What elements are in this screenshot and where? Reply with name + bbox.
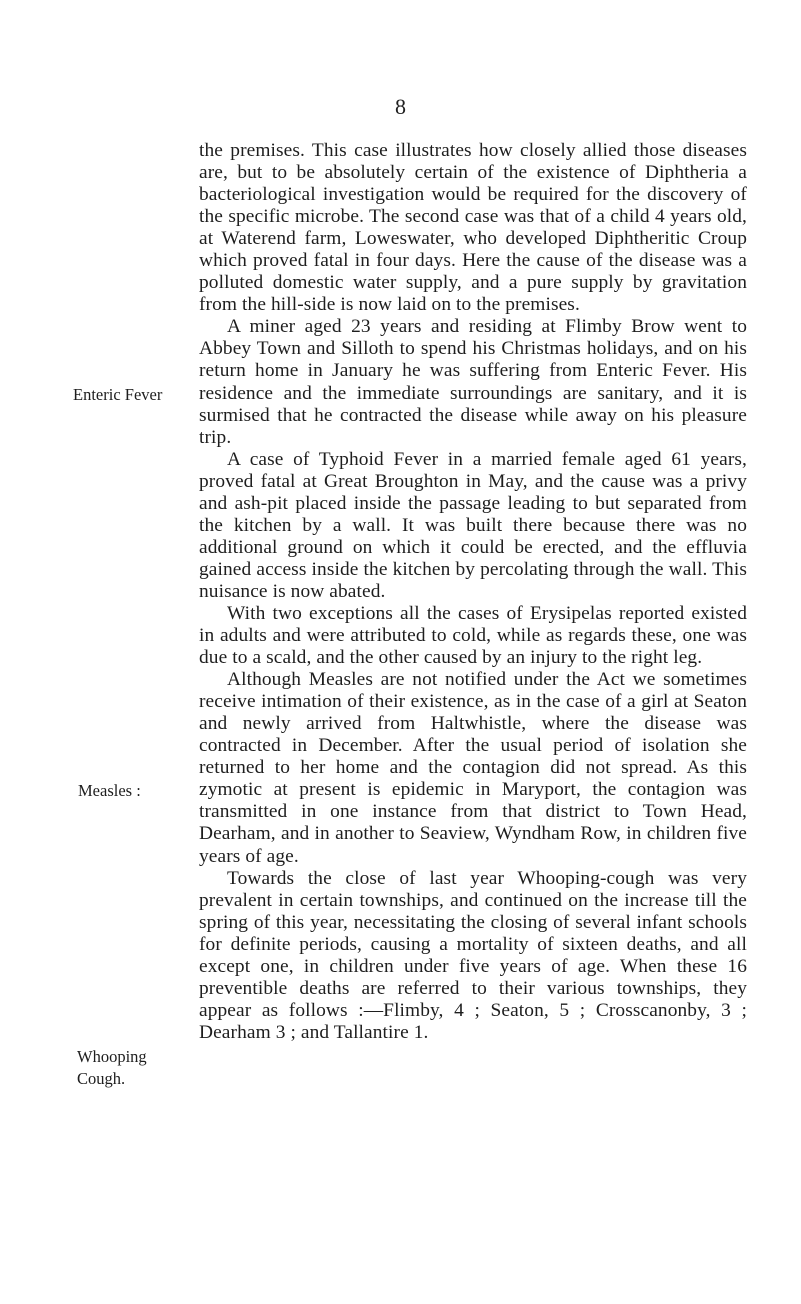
margin-note-measles: Measles : xyxy=(78,781,141,800)
paragraph-typhoid-fever: A case of Typhoid Fever in a married female aged 61 years, proved fatal at Great Broughton in May, and the cause was a privy and ash-pit placed inside the passage leading to but separated from the kitchen by a wall. It was built there because there was no additional ground on which it could be erected, and the effluvia gained access inside the kitchen by percolating through the wall. This nuisance is now abated. xyxy=(199,448,747,602)
margin-note-whooping-cough xyxy=(77,1046,197,1090)
margin-note-whooping-line-2: Cough. xyxy=(77,1069,126,1088)
margin-note-enteric-fever: Enteric Fever xyxy=(73,385,163,404)
paragraph-enteric-fever: A miner aged 23 years and residing at Flimby Brow went to Abbey Town and Silloth to spend his Christmas holidays, and on his return home in January he was suffering from Enteric Fever. His residence and the immediate surroundings are sanitary, and it is surmised that he contracted the disease while away on his pleasure trip. xyxy=(199,316,747,448)
paragraph-measles: Although Measles are not notified under the Act we sometimes receive intimation of their existence, as in the case of a girl at Seaton and newly arrived from Haltwhistle, where the disease was contracted in December. After the usual period of isolation she returned to her home and the contagion did not spread. As this zymotic at present is epidemic in Maryport, the contagion was transmitted in one instance from that district to Town Head, Dearham, and in another to Seaview, Wyndham Row, in children five years of age. xyxy=(199,669,747,867)
paragraph-erysipelas: With two exceptions all the cases of Erysipelas reported existed in adults and were attributed to cold, while as regards these, one was due to a scald, and the other caused by an injury to the right leg. xyxy=(199,602,747,669)
paragraph-diphtheria-continued: the premises. This case illustrates how closely allied those diseases are, but to be absolutely certain of the existence of Diphtheria a bacteriological investigation would be required for the discovery of the specific microbe. The second case was that of a child 4 years old, at Waterend farm, Loweswater, who developed Diphtheritic Croup which proved fatal in four days. Here the cause of the disease was a polluted domestic water supply, and a pure supply by gravitation from the hill-side is now laid on to the premises. xyxy=(199,140,747,316)
body-text xyxy=(199,140,747,1044)
margin-note-whooping-line-1: Whooping xyxy=(77,1047,147,1066)
page-number: 8 xyxy=(395,94,406,119)
paragraph-whooping-cough: Towards the close of last year Whooping-cough was very prevalent in certain townships, and continued on the increase till the spring of this year, necessitating the closing of several infant schools for definite periods, causing a mortality of sixteen deaths, and all except one, in children under five years of age. When these 16 preventible deaths are referred to their various townships, they appear as follows :—Flimby, 4 ; Seaton, 5 ; Crosscanonby, 3 ; Dearham 3 ; and Tallantire 1. xyxy=(199,867,747,1043)
